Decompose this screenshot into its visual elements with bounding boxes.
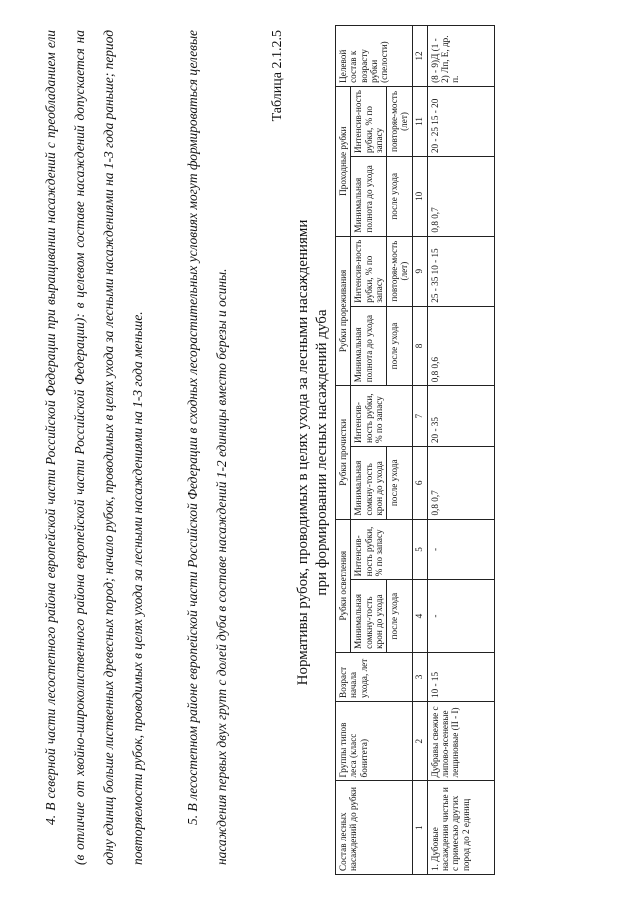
col-number: 10 (412, 157, 427, 237)
thin-intensity-header: Интенсив-ность рубки, % по запасу (351, 236, 387, 306)
col-number: 8 (412, 306, 427, 386)
col-number: 3 (412, 652, 427, 701)
pass-intensity-header: Интенсив-ность рубки, % по запасу (351, 86, 387, 156)
header-start-age: Возраст начала ухода, лет (336, 652, 413, 701)
paragraph-5: 5. В лесостепном районе европейской части Российской Федерации в сходных лесорастительных условиях могут формироваться целевые насаждения первых двух групп с долей дуба в составе насаждений 1-2 единицы вместо березы и осины. (185, 30, 229, 865)
thin-min-density-header: Минимальная полнота до ухода (351, 306, 387, 386)
paragraph-4: 4. В северной части лесостепного района европейской части Российской Федерации при выращивании насаждений с преобладанием ели (в отличие от хвойно-широколиственного района европейской части Российской Федерации): в целевом составе насаждений допускается на одну единиц больше лиственных древесных пород; начало рубок, проводимых в целях ухода за лесными насаждениями на 1-3 года раньше; период повторяемости рубок, проводимых в целях ухода за лесными насаждениями на 1-3 года меньше. (43, 30, 145, 865)
col-number: 7 (412, 386, 427, 447)
table-title-line2: при формировании лесных насаждений дуба (314, 309, 330, 596)
clean-after-header: после ухода (387, 447, 413, 520)
col-number: 11 (412, 86, 427, 156)
row-pass-density: 0,8 0,7 (427, 157, 494, 237)
row-pass-intensity: 20 - 25 15 - 20 (427, 86, 494, 156)
col-number: 5 (412, 519, 427, 580)
row-clean-closure: 0,8 0,7 (427, 447, 494, 520)
clean-intensity-header: Интенсив-ность рубки, % по запасу (351, 386, 412, 447)
col-number: 12 (412, 26, 427, 87)
column-numbers-row (412, 26, 427, 875)
row-thin-intensity: 25 - 35 10 - 15 (427, 236, 494, 306)
table-label: Таблица 2.1.2.5 (270, 30, 285, 122)
thin-repeat-header: повторяе-мость (лет) (387, 236, 413, 306)
row-target: (8 - 9)Д (1 - 2) Лп, Е, др. п. (427, 26, 494, 87)
thin-after-header: после ухода (387, 306, 413, 386)
clar-intensity-header: Интенсив-ность рубки, % по запасу (351, 519, 412, 580)
row-clean-intensity: 20 - 35 (427, 386, 494, 447)
header-target: Целевой состав к возрасту рубки (спелости) (336, 26, 413, 87)
row-start-age: 10 - 15 (427, 652, 494, 701)
header-passing: Проходные рубки (336, 86, 351, 236)
pass-after-header: после ухода (387, 157, 413, 237)
header-composition: Состав лесных насаждений до рубки (336, 781, 413, 875)
pass-repeat-header: повторяе-мость (лет) (387, 86, 413, 156)
row-composition: 1. Дубовые насаждения чистые и с примесью других пород до 2 единиц (427, 781, 494, 875)
header-row-1 (336, 26, 351, 875)
table-title-line1: Нормативы рубок, проводимых в целях ухода за лесными насаждениями (295, 219, 311, 686)
header-forest-types: Группы типов леса (класс бонитета) (336, 701, 413, 781)
clar-after-header: после ухода (387, 580, 413, 653)
norms-table (335, 25, 495, 875)
pass-min-density-header: Минимальная полнота до ухода (351, 157, 387, 237)
row-forest-types: Дубравы свежие с липово-ясеневые лещиновые (II - I) (427, 701, 494, 781)
header-clarification: Рубки осветления (336, 519, 351, 652)
table-row (427, 26, 494, 875)
col-number: 1 (412, 781, 427, 875)
col-number: 9 (412, 236, 427, 306)
header-cleaning: Рубки прочистки (336, 386, 351, 519)
header-thinning: Рубки прореживания (336, 236, 351, 386)
col-number: 6 (412, 447, 427, 520)
row-clar-intensity: - (427, 519, 494, 580)
col-number: 4 (412, 580, 427, 653)
clar-min-closure-header: Минимальная сомкну-тость крон до ухода (351, 580, 387, 653)
row-clar-closure: - (427, 580, 494, 653)
clean-min-closure-header: Минимальная сомкну-тость крон до ухода (351, 447, 387, 520)
row-thin-density: 0,8 0,6 (427, 306, 494, 386)
col-number: 2 (412, 701, 427, 781)
